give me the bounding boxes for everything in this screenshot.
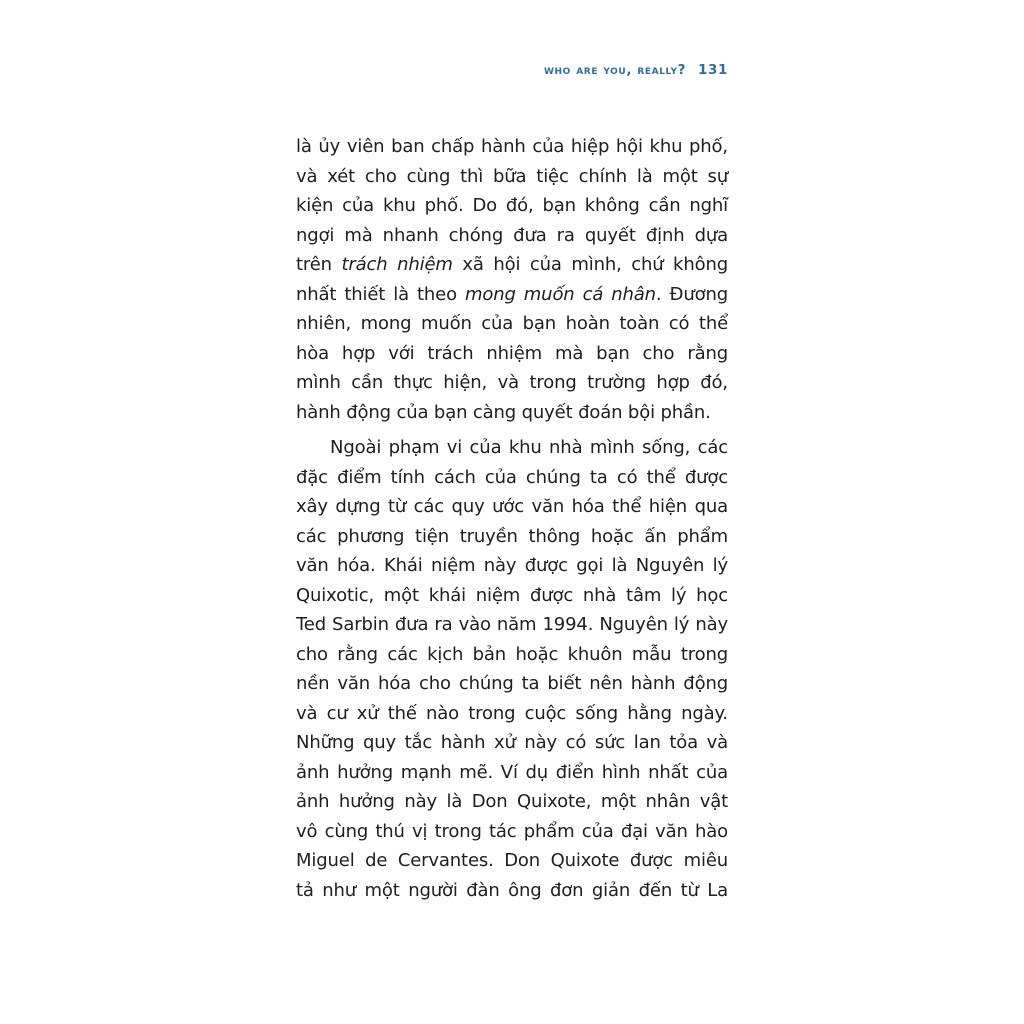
text-line [296, 250, 728, 280]
text-line: Ted Sarbin đưa ra vào năm 1994. Nguyên lý này [296, 614, 728, 635]
page-number: 131 [698, 62, 728, 78]
text-segment: trên [296, 254, 342, 275]
text-line: là ủy viên ban chấp hành của hiệp hội khu phố, [296, 136, 728, 157]
running-header [544, 62, 728, 78]
paragraph-1 [296, 132, 728, 427]
text-line: Ngoài phạm vi của khu nhà mình sống, các [330, 437, 728, 458]
text-line: vô cùng thú vị trong tác phẩm của đại văn hào [296, 820, 728, 842]
text-segment: nhất thiết là theo [296, 283, 465, 305]
text-line: Những quy tắc hành xử này có sức lan tỏa và [296, 732, 728, 753]
text-segment: xã hội của mình, chứ không [452, 254, 728, 275]
text-line: nhiên, mong muốn của bạn hoàn toàn có thể [296, 313, 728, 334]
text-line: xây dựng từ các quy ước văn hóa thể hiện qua [296, 496, 728, 517]
text-line: nền văn hóa cho chúng ta biết nên hành động [296, 673, 728, 694]
text-line: văn hóa. Khái niệm này được gọi là Nguyên lý [296, 555, 728, 576]
text-line: tả như một người đàn ông đơn giản đến từ La [296, 879, 728, 901]
text-line: các phương tiện truyền thông hoặc ấn phẩm [296, 525, 728, 547]
body-text [296, 132, 728, 905]
text-segment: . Đương [655, 283, 728, 305]
text-line: hành động của bạn càng quyết đoán bội phần. [296, 401, 711, 423]
text-line: kiện của khu phố. Do đó, bạn không cần nghĩ [296, 195, 728, 216]
running-header-title: who are you, really? [544, 62, 687, 78]
text-line: ảnh hưởng mạnh mẽ. Ví dụ điển hình nhất của [296, 761, 728, 783]
italic-term: trách nhiệm [341, 254, 453, 275]
text-line: đặc điểm tính cách của chúng ta có thể được [296, 466, 728, 488]
text-line: cho rằng các kịch bản hoặc khuôn mẫu trong [296, 643, 728, 665]
text-line: hòa hợp với trách nhiệm mà bạn cho rằng [296, 342, 728, 364]
paragraph-2 [296, 433, 728, 905]
text-line: Quixotic, một khái niệm được nhà tâm lý học [296, 584, 728, 606]
text-line: ảnh hưởng này là Don Quixote, một nhân vật [296, 791, 728, 812]
text-line [296, 280, 728, 310]
text-line: mình cần thực hiện, và trong trường hợp đó, [296, 372, 728, 393]
text-line: Miguel de Cervantes. Don Quixote được miêu [296, 850, 728, 871]
text-line: ngợi mà nhanh chóng đưa ra quyết định dựa [296, 224, 728, 246]
text-line: và cư xử thế nào trong cuộc sống hằng ngày. [296, 702, 728, 724]
text-line: và xét cho cùng thì bữa tiệc chính là một sự [296, 165, 728, 187]
italic-term: mong muốn cá nhân [464, 283, 656, 305]
